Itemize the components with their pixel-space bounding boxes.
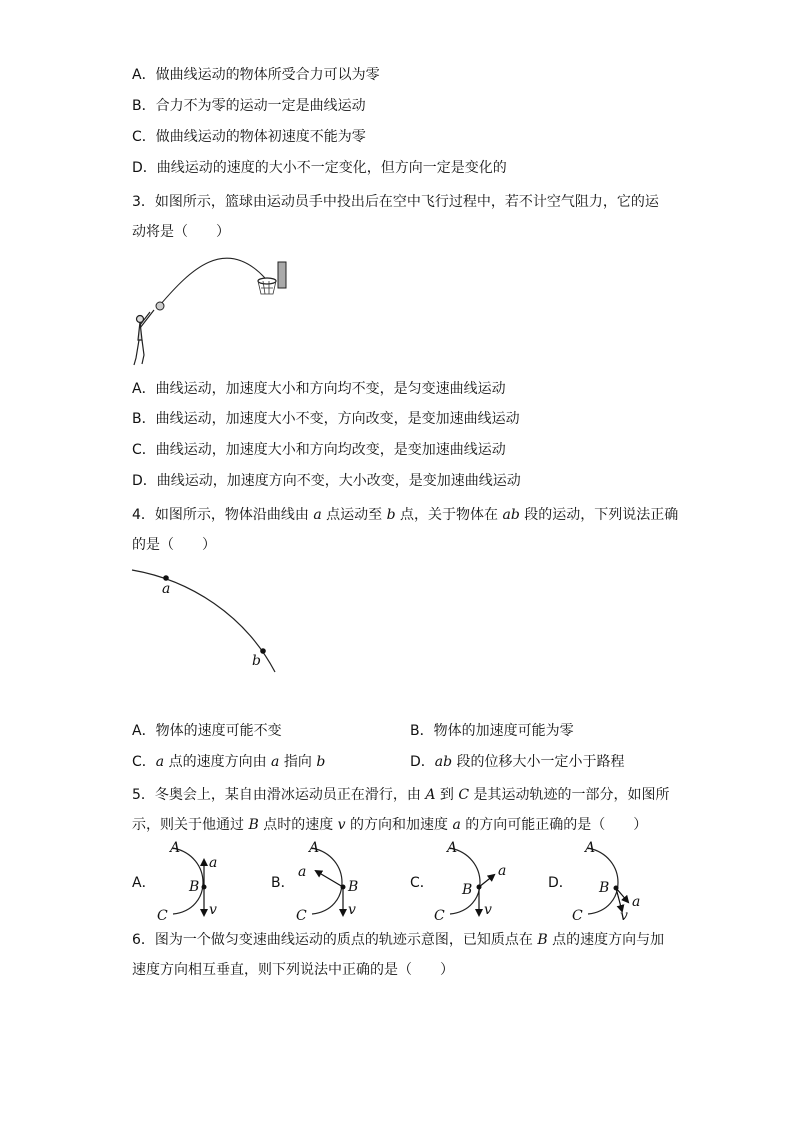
label-v: v bbox=[209, 902, 217, 918]
q2-option-b: B．合力不为零的运动一定是曲线运动 bbox=[132, 98, 366, 114]
label-C: C bbox=[572, 908, 583, 924]
q2-option-c: C．做曲线运动的物体初速度不能为零 bbox=[132, 129, 366, 145]
label-v: v bbox=[348, 902, 356, 918]
label-v: v bbox=[484, 902, 492, 918]
trajectory-arc bbox=[450, 848, 480, 914]
q4-option-c: C．a 点的速度方向由 a 指向 b bbox=[132, 754, 326, 770]
backboard bbox=[278, 262, 286, 288]
label-a: a bbox=[632, 894, 641, 910]
acceleration-arrow bbox=[479, 875, 494, 887]
point-a-label: a bbox=[162, 581, 171, 597]
q4-stem-line1: 4．如图所示，物体沿曲线由 a 点运动至 b 点，关于物体在 ab 段的运动，下列说法正确 bbox=[132, 507, 679, 523]
q4-option-a: A．物体的速度可能不变 bbox=[132, 723, 282, 739]
label-B: B bbox=[462, 882, 473, 898]
q5-stem-line2: 示，则关于他通过 B 点时的速度 v 的方向和加速度 a 的方向可能正确的是（ ） bbox=[132, 817, 648, 833]
q4-option-d: D．ab 段的位移大小一定小于路程 bbox=[410, 754, 625, 770]
q3-option-d: D．曲线运动，加速度方向不变，大小改变，是变加速曲线运动 bbox=[132, 473, 521, 489]
point-a-marker bbox=[163, 575, 169, 581]
point-b-label: b bbox=[252, 653, 261, 669]
label-a: a bbox=[298, 864, 307, 880]
q3-stem-line2: 动将是（ ） bbox=[132, 224, 230, 240]
q3-option-c: C．曲线运动，加速度大小和方向均改变，是变加速曲线运动 bbox=[132, 442, 506, 458]
label-B: B bbox=[348, 879, 359, 895]
q3-option-b: B．曲线运动，加速度大小不变，方向改变，是变加速曲线运动 bbox=[132, 411, 520, 427]
q2-option-a: A．做曲线运动的物体所受合力可以为零 bbox=[132, 67, 380, 83]
q3-option-a: A．曲线运动，加速度大小和方向均不变，是匀变速曲线运动 bbox=[132, 381, 506, 397]
trajectory-arc bbox=[312, 848, 342, 914]
label-C: C bbox=[296, 908, 307, 924]
q5-option-b-label: B． bbox=[271, 875, 295, 891]
label-A: A bbox=[170, 840, 181, 856]
q5-diagram-a bbox=[153, 838, 233, 923]
label-v: v bbox=[620, 908, 628, 924]
q2-option-d: D．曲线运动的速度的大小不一定变化，但方向一定是变化的 bbox=[132, 160, 507, 176]
label-B: B bbox=[599, 880, 610, 896]
q5-diagram-b bbox=[292, 838, 372, 923]
label-a: a bbox=[209, 855, 218, 871]
label-a: a bbox=[498, 863, 507, 879]
q5-option-c-label: C． bbox=[410, 875, 434, 891]
q5-diagram-d bbox=[568, 838, 648, 923]
q6-stem-line2: 速度方向相互垂直，则下列说法中正确的是（ ） bbox=[132, 962, 454, 978]
q3-stem-line1: 3．如图所示，篮球由运动员手中投出后在空中飞行过程中，若不计空气阻力，它的运 bbox=[132, 194, 659, 210]
q5-option-d-label: D． bbox=[548, 875, 573, 891]
label-A: A bbox=[585, 840, 596, 856]
label-B: B bbox=[189, 879, 200, 895]
basketball-figure bbox=[130, 250, 290, 370]
point-b-marker bbox=[260, 648, 266, 654]
label-A: A bbox=[309, 840, 320, 856]
q5-option-a-label: A． bbox=[132, 875, 156, 891]
acceleration-arrow bbox=[316, 871, 343, 887]
hoop bbox=[258, 278, 276, 284]
label-C: C bbox=[157, 908, 168, 924]
player-figure bbox=[134, 310, 154, 365]
ball-trajectory bbox=[160, 258, 265, 305]
label-C: C bbox=[434, 908, 445, 924]
label-A: A bbox=[447, 840, 458, 856]
q4-stem-line2: 的是（ ） bbox=[132, 537, 216, 553]
basketball bbox=[156, 302, 164, 310]
q5-diagram-c bbox=[430, 838, 510, 923]
q5-stem-line1: 5．冬奥会上，某自由滑冰运动员正在滑行，由 A 到 C 是其运动轨迹的一部分，如图所 bbox=[132, 787, 670, 803]
q6-stem-line1: 6．图为一个做匀变速曲线运动的质点的轨迹示意图，已知质点在 B 点的速度方向与加 bbox=[132, 932, 665, 948]
curve-ab-figure bbox=[130, 565, 290, 685]
q4-option-b: B．物体的加速度可能为零 bbox=[410, 723, 574, 739]
